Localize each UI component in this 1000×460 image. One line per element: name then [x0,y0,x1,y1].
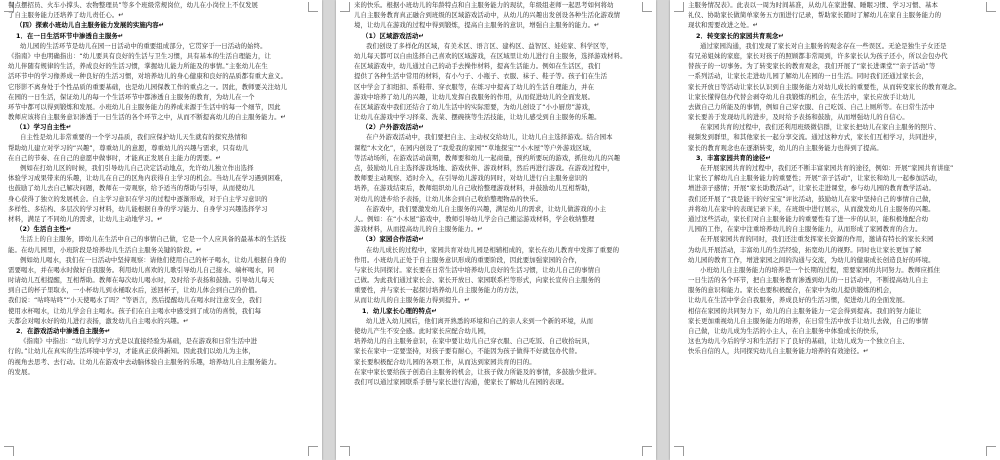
text-line: 例如在打幼儿区的时候，我们引导幼儿自己决定活动地点，允许幼儿独立作出选择 [20,164,254,172]
text-line: 一系列活动，让家长走进幼儿园了解幼儿在园的一日生活。同时我们还通过家长会， [688,72,929,81]
text-line: 境，让幼儿在游戏的过程中得到锻炼，提高自主服务的意识，增强自主服务的能力。↵ [354,21,600,30]
text-line: 在区域游戏中我们还结合了幼儿生活中的实际需要，为幼儿创设了“小小厨房”游戏， [354,102,595,111]
text-line: 点，鼓励幼儿自主选择游戏场地、游戏伙伴、游戏材料，然后再进行游戏。在游戏过程中， [354,164,614,172]
text-line: 作用。小班幼儿正处于自主服务意识形成的重要阶段，因此要加强家园的合作， [354,255,582,264]
text-line: 家长更加重视幼儿自主服务能力的培养，在日常生活中放手让幼儿去做，自己的事情 [688,316,929,325]
text-line: 提供了各种生活中常用的材料，有小勺子、小瓶子、衣服、袜子、鞋子等。孩子们在生活 [354,72,608,81]
text-line: 在园的一日生活，保证幼儿的每一个生活环节中都渗透自主服务的教育，为幼儿在一个 [8,92,255,101]
text-line: 儿园的工作，在家中注重培养幼儿的自主服务能力，从而形成了家园教育的合力。 [688,225,922,234]
text-line: 家长要积极配合幼儿园的各项工作，从而达到家园共育的目的。 [354,357,536,366]
text-line: 它形影不离身处于个性品质的重要基础，也是幼儿园保教工作的重点之一。因此，教师要关注幼儿 [8,82,288,91]
text-line: 需要喝水，并在喝水时做好自我服务。利用幼儿喜欢的儿歌引导幼儿自己接水、端杯喝水，同 [8,265,275,274]
text-line: 并将幼儿在家中的表现记录下来，在班级中进行展示，从而激发幼儿自主服务的兴趣。 [688,204,935,213]
text-line: 在家中家长要给孩子创造自主服务的机会，让孩子做力所能及的事情，多鼓励少批评。 [354,367,601,376]
text-line: 环节中都可以得到锻炼和发展。小班幼儿自主服务能力的养成来源于生活中的每一个细节，因此 [8,102,281,111]
corner-mark [674,446,684,456]
section-heading: （2）生活自主性↵ [16,225,72,234]
text-line: 礼仪、协助家长做简单家务五方面进行记录，帮助家长随时了解幼儿在家自主服务能力的 [688,11,942,20]
text-line: 让家长了解幼儿自主服务能力的重要性；开展“亲子活动”，让家长和幼儿一起参加活动， [688,174,942,183]
corner-mark [986,2,996,12]
section-heading: 1．幼儿家长心理的特点↵ [362,306,437,315]
text-line: 在户外游戏活动中，我们要把自主、主动权交给幼儿，让幼儿自主选择游戏。结合园本 [366,133,613,142]
text-line: 通过这些活动，家长们对自主服务能力的重要性有了进一步的认识，能积极地配合幼 [688,214,929,223]
text-line: 时请幼儿互相提醒，互相帮助。教师在每次幼儿喝水时，及时给予表扬和鼓励。引导幼儿每天 [8,276,275,285]
section-heading: （1）学习自主性↵ [16,123,72,132]
text-line: 游戏材料，从而提高幼儿的自主服务能力。↵ [354,225,483,234]
text-line: 能。在幼儿园里，小班阶段是培养幼儿生活自主服务关键的阶段。↵ [8,245,202,254]
text-line: 教师要主动观察、适时介入，在引导幼儿游戏的同时，对幼儿进行自主服务意识的 [354,174,588,183]
text-line: 多样性、多结构、多层次的学习材料，幼儿能根据自身的学习能力、自身学习兴趣选择学习 [8,204,268,213]
text-line: 从而让幼儿的自主服务能力得到提升。↵ [354,296,470,305]
text-line: 培养，在游戏结束后，教师组织幼儿自己收拾整理游戏材料，并鼓励幼儿互相帮助， [354,184,595,193]
text-line: 在开展家园共育的同时，我们还注重发挥家长资源的作用，邀请有特长的家长来园 [700,235,934,244]
corner-mark [986,446,996,456]
text-line: 在自己的节奏、在自己的意愿中做事时，才能真正发展自主能力的需要。↵ [8,153,222,162]
text-line: 自主性是幼儿非常重要的一个学习品质，我们应保护幼儿天生就有的探究热情和 [20,133,248,142]
text-line: 《指南》中也明确指出：“幼儿要具有良好的生活与卫生习惯，具有基本的生活自理能力，让 [8,51,272,60]
text-line: 培养幼儿的自主服务意识，在家中要让幼儿自己穿衣服、自己吃饭、自己收拾玩具， [354,337,595,346]
text-line: 《指南》中指出：“幼儿的学习方式是以直接经验为基础，是在游戏和日常生活中进 [20,337,258,346]
text-line: 生活上的自主服务，即幼儿在生活中自己的事情自己做，它是一个人应具备的最基本的生活技 [20,235,287,244]
section-heading: （2）户外游戏活动↵ [362,123,424,132]
text-line: 了自主服务能力还培养了幼儿责任心。↵ [8,11,124,20]
text-line: 使幼儿产生不安全感。此时家长应配合幼儿园， [354,327,491,335]
text-line: 视频发到群里，和其他家长一起分享交流。通过这种方式，家长们互相学习，共同进步， [688,133,942,142]
text-line: 这也为幼儿今后的学习和生活打下了良好的基础，让幼儿成为一个独立自主、 [688,337,909,346]
text-line: 在家园共育的过程中，我们还利用班级微信群，让家长把幼儿在家自主服务的照片、 [700,123,941,132]
text-line: 身心获得了独立的发展机会。自主学习意识在学习的过程中逐渐形成，对于自主学习意识的 [8,194,268,203]
corner-mark [308,2,318,12]
text-line: 儿自主服务教育真正融合到班级的区域游戏活动中，从幼儿的兴趣出发创设各种生活化游戏情 [354,11,621,20]
text-line: 现状和需要改进之处。↵ [688,21,759,30]
text-line: 在幼儿成长的过程中，家园共育对幼儿园是相辅相成的，家长在幼儿教育中发挥了重要的 [366,245,620,254]
text-line: 我们还开展了“我是能干的好宝宝”评比活动，鼓励幼儿在家中坚持自己的事情自己做， [688,194,935,203]
text-line: 对幼儿的进步给予表扬，让幼儿体会到自己收拾整理物品的快乐。 [354,194,543,203]
text-line: 帮助幼儿建立对学习的“兴趣”，尊重幼儿的意愿，尊重幼儿的兴趣与需求，只有幼儿 [8,143,249,152]
text-line: 家长的教育观念也在逐渐转变，幼儿的自主服务能力也得到了提高。 [688,143,883,152]
page-2-body[interactable] [354,0,638,444]
text-line: 活环节中的学习像养成一种良好的生活习惯，对培养幼儿的身心健康和良好的品质都有重大意义。 [8,72,288,81]
text-line: 家长要善于发现幼儿的进步，及时给予表扬和鼓励，从而增强幼儿的自信心。 [688,113,909,122]
page-1-body[interactable] [8,0,300,444]
corner-mark [340,2,350,12]
text-line: 小班幼儿自主服务能力的培养是一个长期的过程，需要家园的共同努力。教师应抓住 [700,265,941,274]
text-line: 也鼓励了幼儿去自己解决问题，教师在一旁观察，给予适当的帮助与引导，从而使幼儿 [8,184,255,193]
text-line: 我们创设了多样化的区域，有美术区、语言区、建构区、益智区、娃娃家、科学区等， [366,41,613,50]
text-line: 在开展家园共育的过程中，我们还不断丰富家园共育的途径，例如：开展“家园共育讲座” [700,164,954,172]
text-line: 家长在家中一定要坚持，对孩子要有耐心，不能因为孩子做得不好就包办代替。 [354,347,582,356]
corner-mark [308,446,318,456]
text-line: 快乐自信的人，共同探究幼儿自主服务能力培养的有效途径。↵ [688,347,869,356]
text-line: 餐点摆招员、火车小撑头、农物整理员”等多个班级常规岗位，幼儿在小岗位上不仅发展 [8,1,259,9]
text-line: 行的。”让幼儿在真实的生活环境中学习，才能真正获得新知。因此我们以幼儿为主体， [8,347,255,356]
text-line: 一日生活的各个环节，把自主服务教育渗透到幼儿的一日活动中，不断提高幼儿自主 [688,276,929,285]
section-heading: 3．丰富家园共育的途径↵ [696,153,771,162]
text-line: 区中学会了扣纽扣、系鞋带、穿衣服等，在练习中提高了幼儿的生活自理能力，并在 [354,82,595,91]
section-heading: 1．在一日生活环节中渗透自主服务↵ [16,31,124,40]
text-line: 幼儿园的生活环节是幼儿在园一日活动中的重要组成部分，它贯穿于一日活动的始终。 [20,41,267,50]
text-line: 家长开放日等活动让家长认识到自主服务能力对幼儿成长的重要性，从而转变家长的教育观念。 [688,82,961,91]
text-line: 让家长懂得包办代替会剥夺幼儿自我锻炼的机会，在生活中，家长应放手让幼儿 [688,92,916,101]
text-line: 服务的意识和能力。家长也要积极配合，在家中为幼儿提供锻炼的机会， [688,286,896,295]
text-line: 我们说：“咕咚咕咚”“小天使喝水了吗？”等语言，然后提醒幼儿在喝水时注意安全，我们 [8,296,262,305]
text-line: 有兄弟姐妹的家庭，家长对孩子的照顾都非常周到，许多家长认为孩子还小，所以会包办代 [688,51,948,60]
text-line: 来的快乐。根据小班幼儿的年龄特点和自主服务能力的现状，年级组老师一起思考如何将幼 [354,1,614,9]
corner-mark [642,446,652,456]
text-line: 幼儿每天都可以自由选择自己喜欢的区域游戏，在区域里让幼儿进行自主服务，选择游戏材料。 [354,51,627,60]
text-line: 教师应该将自主服务意识渗透于一日生活的各个环节之中，从而不断提高幼儿的自主服务能力。↵ [8,113,287,122]
text-line: 等活动场所，在游戏活动前期，教师要和幼儿一起商量，预约所要玩的游戏，抓住幼儿的兴趣 [354,153,621,162]
section-heading: 2．转变家长的家园共育观念↵ [696,31,784,40]
document-page-3 [670,0,1000,460]
text-line: 我们可以通过家园联系手册与家长进行沟通，使家长了解幼儿在园的表现。 [354,377,569,386]
text-line: 让幼儿在游戏中学习择菜、洗菜、摆碗筷等生活技能，让幼儿感受到自主服务的乐趣。 [354,113,601,122]
corner-mark [4,446,14,456]
text-line: 为幼儿开展活动，丰富幼儿的生活经验，拓宽幼儿的视野。同时也让家长更加了解 [688,245,922,254]
text-line: 例如幼儿喝水，我们在一日活动中坚持观察：请他们使用自己的杯子喝水，让幼儿根据自身的 [20,255,287,264]
text-line: 使用水杯喝水，让幼儿学会自主喝水。孩子们在自主喝水中感受到了成功的喜悦，我们每 [8,306,262,315]
document-page-2 [336,0,656,460]
text-line: 材料，满足了不同幼儿的需求，让幼儿主动地学习。↵ [8,214,163,223]
text-line: 天都会对喝水好的幼儿进行表扬，激发幼儿自主喝水的兴趣。↵ [8,316,189,325]
text-line: 的发展。 [8,367,34,376]
section-heading: （四）探索小班幼儿自主服务能力发展的实施内容↵ [16,21,165,30]
text-line: 让幼儿在生活中学会自我服务，养成良好的生活习惯，促进幼儿的全面发展。 [688,296,909,305]
corner-mark [642,2,652,12]
text-line: 替孩子的一切事务。为了转变家长的教育观念，我们开展了“家长进课堂”“亲子活动”等 [688,62,936,71]
section-heading: （3）家园合作活动↵ [362,235,424,244]
text-line: 到自己的杯子里取水，一小杯幼儿到水桶取水后，送回杯子，让幼儿体会到自己的价值。 [8,286,262,295]
text-line: 幼儿进入幼儿园后，他们离开熟悉的环境和自己的亲人来到一个新的环境，从而 [366,316,594,325]
corner-mark [340,446,350,456]
text-line: 课程“木文化”，在园内创设了“我爱我的家园”“草地探宝”“小木屋”等户外游戏区域， [354,143,596,152]
section-heading: 2．在游戏活动中渗透自主服务↵ [16,327,111,335]
text-line: 自己做，让幼儿成为生活的小主人，在自主服务中体验成长的快乐， [688,327,883,335]
corner-mark [674,2,684,12]
text-line: 增进亲子感情；开展“家长助教活动”，让家长走进课堂，参与幼儿园的教育教学活动。 [688,184,935,193]
text-line: 在区域游戏中，幼儿通过自己的动手去操作材料，提高生活能力。例如在生活区，我们 [354,62,601,71]
text-line: 去做自己力所能及的事情，例如自己穿衣服、自己吃饭、自己上厕所等。在日常生活中 [688,102,935,111]
text-line: 幼儿园的教育工作，增进家园之间的沟通与交流，为幼儿的健康成长创造良好的环境。 [688,255,935,264]
text-line: 相信在家园的共同努力下，幼儿的自主服务能力一定会得到提高。我们的努力能让 [688,306,922,315]
section-heading: （1）区域游戏活动↵ [362,31,424,40]
page-3-body[interactable] [688,0,982,444]
text-line: 幼儿伴随有规律的生活，养成良好的生活习惯，掌握幼儿能力所能及的事情。”主张幼儿在生 [8,62,268,71]
text-line: 体验学习成果带来的乐趣，让幼儿在自己的区角内获得自主学习的机会。当幼儿在学习遇到困难， [8,174,288,183]
document-page-1 [0,0,322,460]
text-line: 游戏中培养了幼儿的兴趣，让幼儿发挥自我服务的作用，从而促进幼儿的全面发展。 [354,92,595,101]
text-line: 主服务情况表》。此表以一周为时间基准，从幼儿在家进餐、睡眠习惯、学习习惯、基本 [688,1,938,9]
text-line: 在游戏中，我们要激发幼儿自主服务的兴趣，满足幼儿的需求，让幼儿做游戏的小主 [366,204,607,213]
text-line: 人。例如：在“小木屋”游戏中，教师引导幼儿学会自己搬运游戏材料，学会收纳整理 [354,214,595,223]
text-line: 重要性，并与家长一起探讨培养幼儿自主服务能力的方法， [354,286,523,295]
text-line: 的视角去思考、去行动。让幼儿在游戏中去动脑体验自主服务的乐趣，培养幼儿自主服务能力。 [8,357,281,366]
text-line: 与家长共同探讨。家长要在日常生活中培养幼儿良好的生活习惯，让幼儿自己的事情自 [354,265,601,274]
text-line: 通过家园沟通，我们发现了家长对自主服务的观念存在一些误区。无论是独生子女还是 [700,41,947,50]
text-line: 己做。为此我们通过家长会、家长开放日、家园联系栏等形式，向家长宣传自主服务的 [354,276,601,285]
